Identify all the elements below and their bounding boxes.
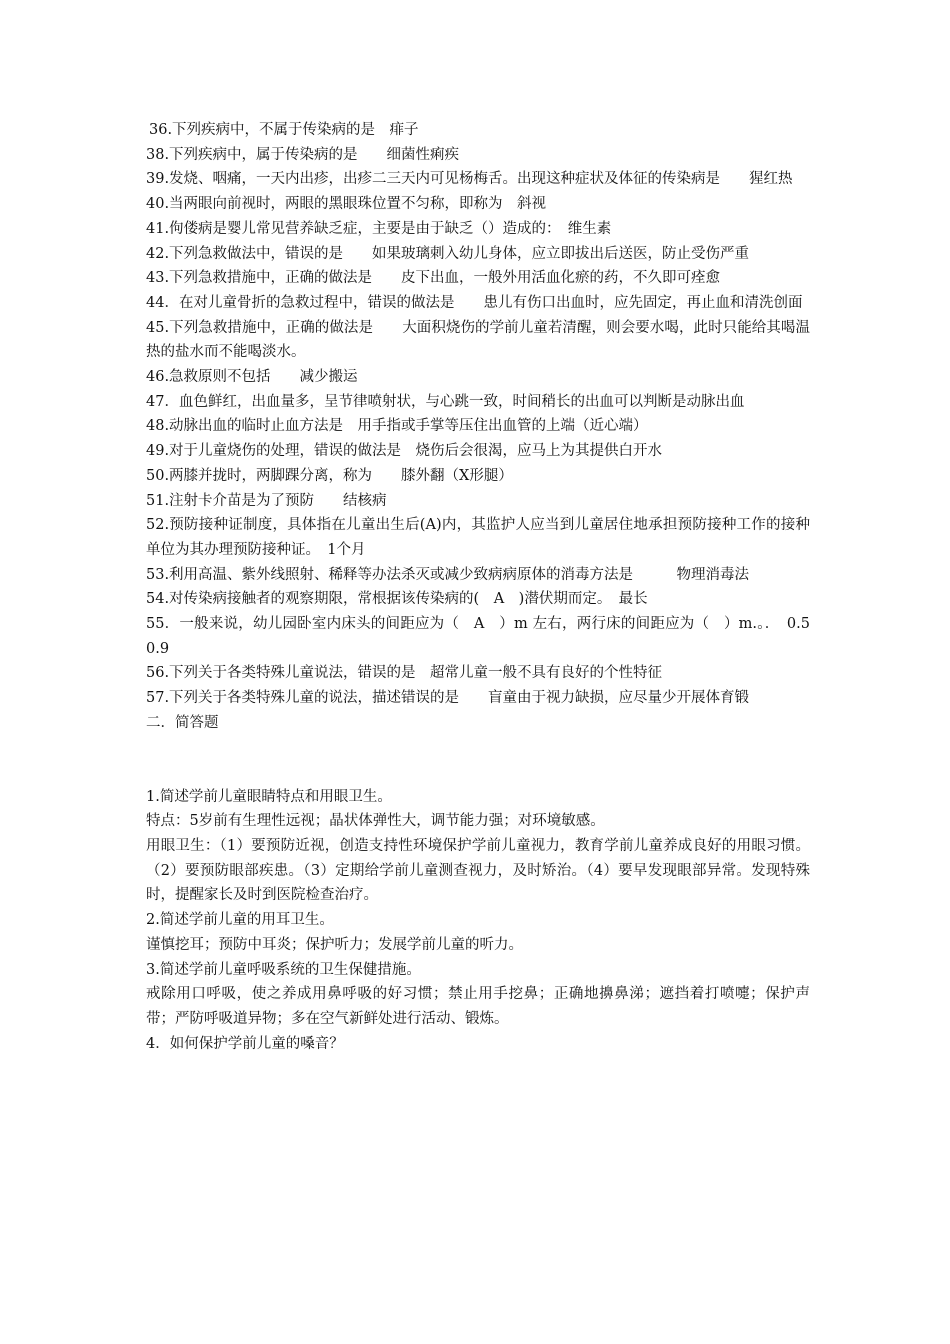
- answer-item-49: 49.对于儿童烧伤的处理，错误的做法是 烧伤后会很渴，应马上为其提供白开水: [146, 443, 663, 460]
- document-page: [146, 118, 825, 1056]
- answer-item-50: 50.两膝并拢时，两脚踝分离，称为 膝外翻（X形腿）: [146, 467, 513, 484]
- question-3-title: 3.简述学前儿童呼吸系统的卫生保健措施。: [146, 961, 421, 978]
- answer-item-53: 53.利用高温、紫外线照射、稀释等办法杀灭或减少致病病原体的消毒方法是 物理消毒法: [146, 566, 750, 583]
- question-4-title: 4．如何保护学前儿童的嗓音？: [146, 1035, 344, 1052]
- answer-item-56: 56.下列关于各类特殊儿童说法，错误的是 超常儿童一般不具有良好的个性特征: [146, 665, 663, 682]
- answer-item-47: 47．血色鲜红，出血量多，呈节律喷射状，与心跳一致，时间稍长的出血可以判断是动脉出血: [146, 393, 745, 410]
- answer-item-44: 44．在对儿童骨折的急救过程中，错误的做法是 患儿有伤口出血时，应先固定，再止血和清洗创面: [146, 294, 803, 311]
- answer-item-36: 36.下列疾病中，不属于传染病的是 痱子: [149, 122, 419, 138]
- question-1-features: 特点：5岁前有生理性远视；晶状体弹性大，调节能力强；对环境敏感。: [146, 813, 605, 830]
- answer-item-48: 48.动脉出血的临时止血方法是 用手指或手掌等压住出血管的上端（近心端）: [146, 418, 648, 435]
- answer-item-42: 42.下列急救做法中，错误的是 如果玻璃刺入幼儿身体，应立即拔出后送医，防止受伤严重: [146, 245, 750, 262]
- answer-item-57: 57.下列关于各类特殊儿童的说法，描述错误的是 盲童由于视力缺损，应尽量少开展体育锻: [146, 690, 750, 707]
- answer-item-55: 55．一般来说，幼儿园卧室内床头的间距应为（ A ）m 左右，两行床的间距应为（ ）m.。． 0.5 0.9: [146, 616, 825, 657]
- answer-item-46: 46.急救原则不包括 减少搬运: [146, 369, 358, 386]
- answer-item-54: 54.对传染病接触者的观察期限，常根据该传染病的( A )潜伏期而定。 最长: [146, 591, 648, 608]
- section-heading: 二．简答题: [146, 714, 219, 731]
- answer-item-51: 51.注射卡介苗是为了预防 结核病: [146, 492, 387, 509]
- question-1-title: 1.简述学前儿童眼睛特点和用眼卫生。: [146, 788, 392, 805]
- answer-item-43: 43.下列急救措施中，正确的做法是 皮下出血，一般外用活血化瘀的药，不久即可痊愈: [146, 270, 721, 287]
- question-2-title: 2.简述学前儿童的用耳卫生。: [146, 912, 334, 929]
- answer-item-45: 45.下列急救措施中，正确的做法是 大面积烧伤的学前儿童若清醒，则会要水喝，此时只能给其喝温热的盐水而不能喝淡水。: [146, 319, 810, 361]
- blank-spacer: [146, 736, 810, 785]
- answer-item-38: 38.下列疾病中，属于传染病的是 细菌性痢疾: [146, 146, 460, 163]
- question-1-hygiene: 用眼卫生：（1）要预防近视，创造支持性环境保护学前儿童视力，教育学前儿童养成良好的用眼习惯。（2）要预防眼部疾患。（3）定期给学前儿童测查视力，及时矫治。（4）要早发现眼部异常。发现特殊时，提醒家长及时到医院检查治疗。: [146, 837, 810, 904]
- answer-item-52: 52.预防接种证制度，具体指在儿童出生后(A)内，其监护人应当到儿童居住地承担预防接种工作的接种单位为其办理预防接种证。 1个月: [146, 517, 810, 558]
- answer-item-40: 40.当两眼向前视时，两眼的黑眼珠位置不匀称，即称为 斜视: [146, 196, 547, 213]
- question-3-answer: 戒除用口呼吸，使之养成用鼻呼吸的好习惯；禁止用手挖鼻；正确地擤鼻涕；遮挡着打喷嚏；保护声带；严防呼吸道异物；多在空气新鲜处进行活动、锻炼。: [146, 986, 810, 1027]
- answer-item-41: 41.佝偻病是婴儿常见营养缺乏症，主要是由于缺乏（）造成的： 维生素: [146, 220, 612, 237]
- answer-item-39: 39.发烧、咽痛，一天内出疹，出疹二三天内可见杨梅舌。出现这种症状及体征的传染病是 猩红热: [146, 171, 793, 188]
- question-2-answer: 谨慎挖耳；预防中耳炎；保护听力；发展学前儿童的听力。: [146, 936, 523, 953]
